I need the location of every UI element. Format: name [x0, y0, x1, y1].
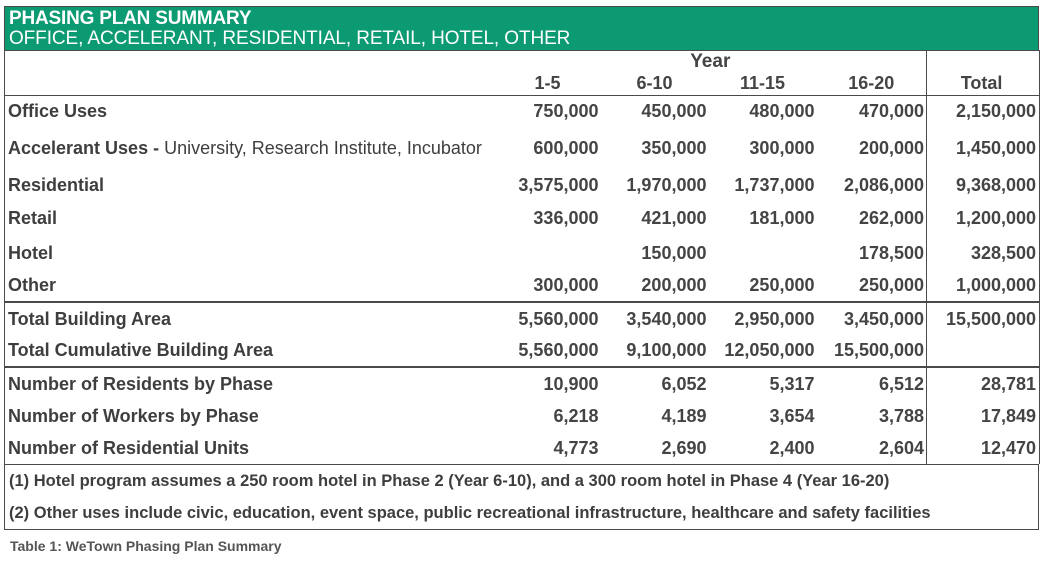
cell-value: 1,970,000: [626, 174, 707, 195]
cell-value: 200,000: [641, 275, 707, 295]
cell-value: 250,000: [858, 275, 925, 295]
cell-value: 181,000: [749, 208, 815, 228]
year-label: Year: [495, 51, 927, 74]
row-total: 1,000,000: [927, 270, 1040, 302]
cell-value: 3,654: [769, 405, 815, 426]
cell-value: 3,450,000: [817, 302, 927, 335]
footnotes: [4, 464, 1039, 530]
cell-value: 4,189: [661, 405, 707, 426]
row-label: Number of Workers by Phase: [5, 400, 495, 432]
table-caption: Table 1: WeTown Phasing Plan Summary: [10, 538, 282, 554]
cell-value: 750,000: [495, 95, 601, 127]
cell-value: 470,000: [817, 95, 927, 127]
table-row-retail: [5, 201, 1040, 236]
cell-value: 300,000: [533, 275, 599, 295]
row-total: 9,368,000: [927, 169, 1040, 201]
table-row-hotel: [5, 236, 1040, 270]
row-total: [927, 335, 1040, 367]
phasing-plan-document: [4, 6, 1039, 554]
phase-header: 6-10: [636, 73, 673, 94]
cell-value: 2,950,000: [709, 302, 817, 335]
footnote: (1) Hotel program assumes a 250 room hotel in Phase 2 (Year 6-10), and a 300 room hotel in Phase 4 (Year 16-20): [5, 464, 1038, 497]
year-header-row: [5, 51, 1040, 74]
table-row-cumulative-area: [5, 335, 1040, 367]
table-title: PHASING PLAN SUMMARY: [9, 8, 252, 29]
cell-value: 2,604: [878, 437, 925, 458]
row-label: Hotel: [5, 236, 495, 270]
cell-value: 200,000: [858, 137, 925, 158]
row-total: 28,781: [927, 367, 1040, 400]
table-row-other: [5, 270, 1040, 302]
table-subtitle: OFFICE, ACCELERANT, RESIDENTIAL, RETAIL, HOTEL, OTHER: [9, 28, 571, 49]
phase-header: 1-5: [534, 73, 561, 94]
cell-value: [495, 236, 601, 270]
cell-value: 2,086,000: [843, 174, 925, 195]
cell-value: 5,560,000: [495, 302, 601, 335]
phase-header: 16-20: [848, 73, 895, 94]
cell-value: 10,900: [495, 367, 601, 400]
table-row-residential: [5, 169, 1040, 201]
row-label: Number of Residents by Phase: [5, 367, 495, 400]
cell-value: 336,000: [533, 208, 599, 228]
cell-value: 262,000: [858, 208, 925, 228]
table-row-accelerant: [5, 127, 1040, 169]
cell-value: 480,000: [709, 95, 817, 127]
row-label: Residential: [5, 169, 495, 201]
cell-value: 3,788: [878, 405, 925, 426]
cell-value: 450,000: [601, 95, 709, 127]
cell-value: 6,052: [601, 367, 709, 400]
cell-value: 3,540,000: [601, 302, 709, 335]
cell-value: 5,560,000: [518, 340, 599, 360]
cell-value: 150,000: [641, 242, 707, 263]
row-label: Other: [5, 270, 495, 302]
row-total: 15,500,000: [927, 302, 1040, 335]
phase-header-row: [5, 73, 1040, 95]
phase-header: 11-15: [739, 73, 786, 94]
table-row-office: [5, 95, 1040, 127]
phasing-table: [4, 50, 1040, 464]
row-label-detail: University, Research Institute, Incubator: [164, 138, 482, 158]
row-label: Total Building Area: [5, 302, 495, 335]
cell-value: 350,000: [641, 137, 707, 158]
cell-value: 250,000: [749, 275, 815, 295]
row-total: 328,500: [927, 236, 1040, 270]
cell-value: 4,773: [553, 437, 599, 458]
table-row-residents: [5, 367, 1040, 400]
cell-value: 2,400: [769, 437, 815, 458]
cell-value: 421,000: [641, 208, 707, 228]
cell-value: 6,218: [553, 405, 599, 426]
row-total: 2,150,000: [927, 95, 1040, 127]
total-header: Total: [927, 73, 1040, 95]
row-label-bold: Accelerant Uses -: [8, 138, 165, 158]
row-total: 1,200,000: [927, 201, 1040, 236]
cell-value: 12,050,000: [724, 340, 815, 360]
row-total: 12,470: [927, 432, 1040, 464]
row-label: [5, 127, 495, 169]
row-label: Total Cumulative Building Area: [5, 335, 495, 367]
cell-value: 15,500,000: [833, 340, 925, 360]
cell-value: 178,500: [858, 242, 925, 263]
table-row-total-building-area: [5, 302, 1040, 335]
row-label: Office Uses: [5, 95, 495, 127]
row-total: 1,450,000: [927, 127, 1040, 169]
title-banner: [4, 6, 1039, 50]
cell-value: [709, 236, 817, 270]
footnote: (2) Other uses include civic, education, event space, public recreational infrastructure, healthcare and safety facilities: [9, 504, 931, 522]
cell-value: 3,575,000: [518, 174, 599, 195]
row-label: Retail: [5, 201, 495, 236]
cell-value: 1,737,000: [734, 174, 815, 195]
cell-value: 2,690: [661, 437, 707, 458]
table-row-residential-units: [5, 432, 1040, 464]
table-row-workers: [5, 400, 1040, 432]
cell-value: 9,100,000: [626, 340, 707, 360]
cell-value: 300,000: [749, 137, 815, 158]
row-label: Number of Residential Units: [5, 432, 495, 464]
cell-value: 5,317: [709, 367, 817, 400]
row-total: 17,849: [927, 400, 1040, 432]
cell-value: 600,000: [533, 137, 599, 158]
cell-value: 6,512: [817, 367, 927, 400]
